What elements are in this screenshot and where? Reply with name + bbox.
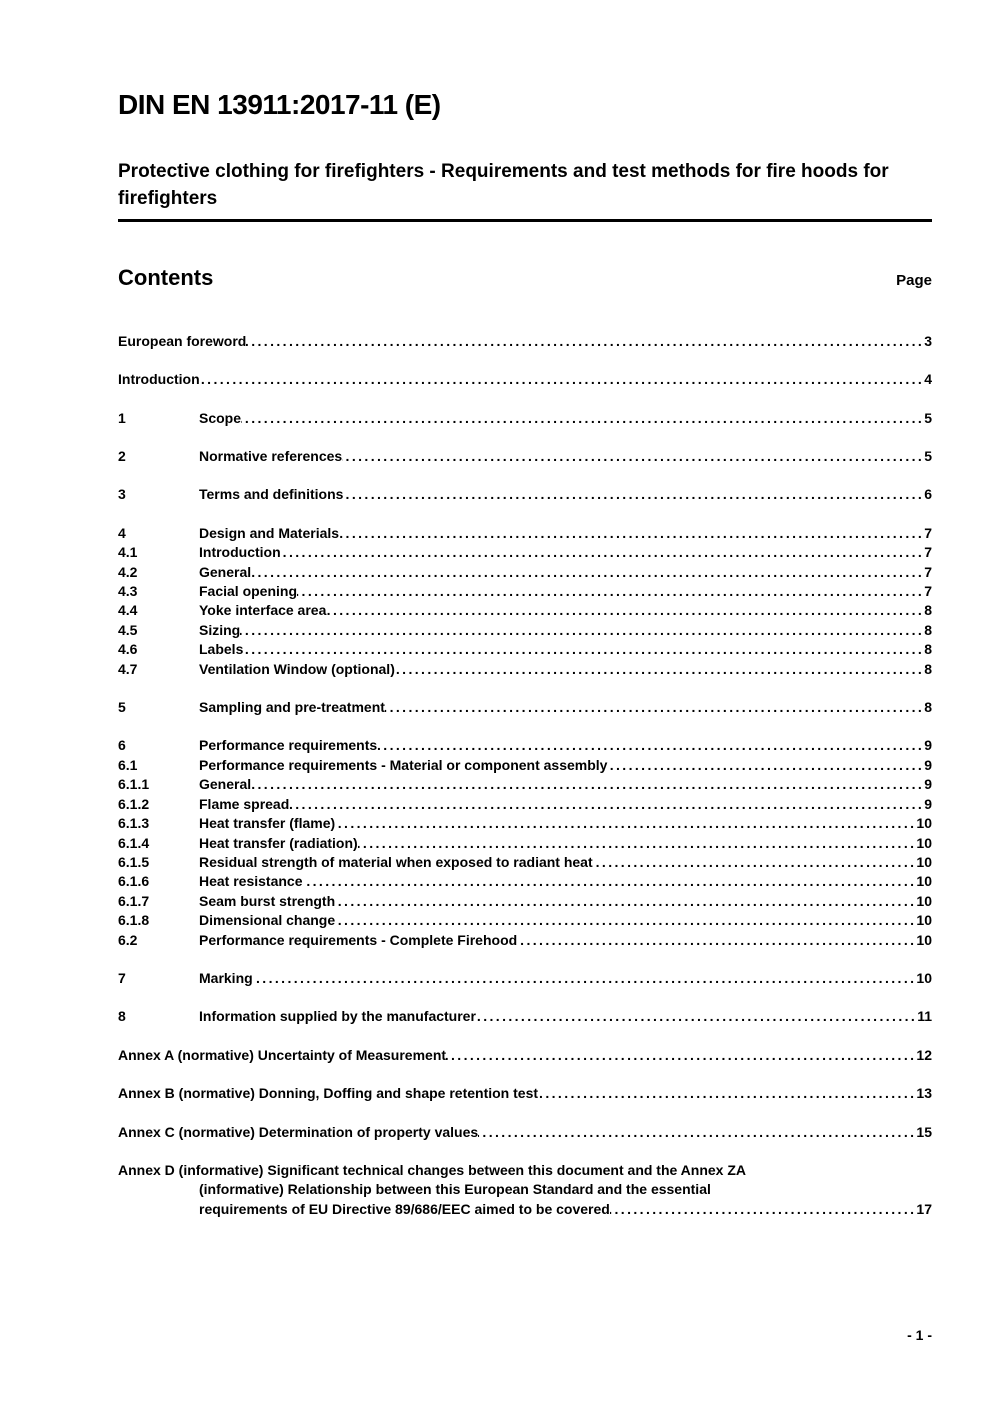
toc-entry [118, 814, 932, 833]
toc-entry-label: Normative references [199, 448, 343, 465]
toc-entry-label: Annex C (normative) Determination of property values [118, 1123, 479, 1140]
dot-leader [607, 756, 924, 775]
toc-entry-label: Facial opening [199, 583, 298, 600]
toc-entry [118, 660, 932, 679]
toc-entry [118, 332, 932, 351]
toc-entry-label: Scope [199, 409, 242, 426]
toc-group [118, 1084, 932, 1103]
toc-entry-page: 6 [924, 486, 932, 503]
toc-entry-number: 6.1.8 [118, 912, 150, 929]
toc-entry-page: 5 [924, 409, 932, 426]
toc-entry [118, 1123, 932, 1142]
contents-heading: Contents [118, 264, 214, 290]
toc-entry-label: Annex D (informative) Significant technical changes between this document and the Annex ZA [118, 1161, 747, 1178]
dot-leader [246, 332, 924, 351]
dot-leader [251, 563, 924, 582]
toc-group [118, 524, 932, 679]
toc-entry-number: 4.6 [118, 641, 138, 658]
toc-entry-number: 6.2 [118, 931, 138, 948]
toc-entry-number: 7 [118, 969, 126, 986]
toc-entry-label: Dimensional change [199, 912, 336, 929]
toc-entry-label: Heat resistance [199, 873, 303, 890]
dot-leader [446, 1046, 916, 1065]
toc-entry [118, 524, 932, 543]
toc-entry-label: Heat transfer (radiation) [199, 834, 358, 851]
toc-entry [118, 775, 932, 794]
toc-entry-label: Residual strength of material when exposed to radiant heat [199, 853, 593, 870]
page-number: - 1 - [907, 1327, 932, 1343]
toc-entry-continuation [118, 1200, 932, 1219]
dot-leader [200, 370, 925, 389]
toc-entry-label: (informative) Relationship between this European Standard and the essential [199, 1181, 711, 1198]
toc-entry [118, 834, 932, 853]
table-of-contents [118, 332, 932, 1219]
toc-entry [118, 640, 932, 659]
toc-entry-page: 10 [916, 834, 932, 851]
toc-group [118, 1123, 932, 1142]
toc-entry-page: 5 [924, 448, 932, 465]
toc-entry-label: Introduction [118, 371, 200, 388]
toc-group [118, 698, 932, 717]
toc-group [118, 736, 932, 949]
toc-entry-label: Flame spread [199, 795, 290, 812]
toc-entry-number: 6.1.4 [118, 834, 150, 851]
toc-entry [118, 563, 932, 582]
toc-entry [118, 1084, 932, 1103]
toc-entry [118, 698, 932, 717]
toc-entry [118, 543, 932, 562]
toc-group [118, 447, 932, 466]
toc-entry [118, 601, 932, 620]
toc-entry-page: 8 [924, 699, 932, 716]
toc-entry-page: 13 [916, 1085, 932, 1102]
toc-entry-number: 1 [118, 409, 126, 426]
toc-entry-label: Annex A (normative) Uncertainty of Measurement [118, 1046, 447, 1063]
toc-entry [118, 756, 932, 775]
toc-entry [118, 795, 932, 814]
contents-header [118, 265, 932, 291]
toc-entry-label: Heat transfer (flame) [199, 815, 336, 832]
toc-entry-page: 3 [924, 332, 932, 349]
dot-leader [243, 640, 924, 659]
dot-leader [326, 601, 924, 620]
dot-leader [303, 872, 917, 891]
toc-entry-number: 6.1.2 [118, 795, 150, 812]
toc-entry-number: 4.4 [118, 602, 138, 619]
toc-entry-number: 4.7 [118, 660, 138, 677]
toc-group [118, 332, 932, 351]
toc-entry-page: 10 [916, 853, 932, 870]
toc-entry-number: 3 [118, 486, 126, 503]
toc-entry-page: 7 [924, 563, 932, 580]
toc-entry-label: Marking [199, 969, 253, 986]
toc-entry-page: 17 [916, 1200, 932, 1217]
dot-leader [335, 911, 916, 930]
document-title: DIN EN 13911:2017-11 (E) [118, 89, 441, 120]
toc-entry-label: Introduction [199, 544, 281, 561]
toc-entry-label: Information supplied by the manufacturer [199, 1008, 476, 1025]
dot-leader [251, 775, 924, 794]
dot-leader [385, 698, 924, 717]
toc-entry-number: 6.1 [118, 756, 138, 773]
toc-entry-page: 9 [924, 737, 932, 754]
dot-leader [377, 736, 924, 755]
toc-entry-label: Annex B (normative) Donning, Doffing and shape retention test [118, 1085, 539, 1102]
toc-entry [118, 736, 932, 755]
toc-entry-number: 6.1.7 [118, 892, 150, 909]
toc-entry-number: 2 [118, 448, 126, 465]
toc-entry-page: 7 [924, 524, 932, 541]
toc-entry-label: General [199, 776, 252, 793]
toc-entry [118, 409, 932, 428]
dot-leader [593, 853, 917, 872]
toc-entry-number: 4.2 [118, 563, 138, 580]
dot-leader [517, 931, 916, 950]
dot-leader [343, 485, 924, 504]
toc-entry-label: Ventilation Window (optional) [199, 660, 395, 677]
dot-leader [240, 621, 924, 640]
toc-entry [118, 370, 932, 389]
toc-entry-label: Design and Materials [199, 524, 340, 541]
toc-entry-label: requirements of EU Directive 89/686/EEC aimed to be covered [199, 1200, 610, 1217]
toc-entry [118, 853, 932, 872]
toc-entry [118, 1007, 932, 1026]
dot-leader [342, 447, 924, 466]
toc-entry-page: 9 [924, 776, 932, 793]
toc-group [118, 485, 932, 504]
toc-entry-page: 10 [916, 912, 932, 929]
toc-entry [118, 931, 932, 950]
toc-entry-page: 9 [924, 756, 932, 773]
toc-entry-page: 10 [916, 892, 932, 909]
toc-entry-page: 10 [916, 969, 932, 986]
toc-entry-page: 8 [924, 621, 932, 638]
toc-entry [118, 447, 932, 466]
toc-entry-label: General [199, 563, 252, 580]
dot-leader [395, 660, 924, 679]
toc-entry-number: 6.1.1 [118, 776, 150, 793]
dot-leader [538, 1084, 916, 1103]
toc-entry [118, 621, 932, 640]
toc-entry [118, 911, 932, 930]
toc-entry-continuation [118, 1180, 932, 1199]
dot-leader [335, 892, 916, 911]
toc-entry-page: 10 [916, 931, 932, 948]
dot-leader [476, 1007, 917, 1026]
toc-entry-label: Performance requirements [199, 737, 378, 754]
toc-entry-number: 8 [118, 1008, 126, 1025]
toc-group [118, 969, 932, 988]
toc-entry-page: 15 [916, 1123, 932, 1140]
toc-group [118, 370, 932, 389]
toc-entry-page: 7 [924, 583, 932, 600]
toc-entry [118, 892, 932, 911]
document-subtitle: Protective clothing for firefighters - Requirements and test methods for fire hoods for firefighters [118, 158, 932, 222]
toc-entry-number: 6.1.3 [118, 815, 150, 832]
toc-entry-page: 4 [924, 371, 932, 388]
toc-entry [118, 872, 932, 891]
toc-entry-number: 6.1.6 [118, 873, 150, 890]
toc-entry-label: Performance requirements - Material or component assembly [199, 756, 608, 773]
toc-entry-label: Sizing [199, 621, 241, 638]
toc-entry-label: Sampling and pre-treatment [199, 699, 385, 716]
toc-group [118, 1046, 932, 1065]
toc-entry-page: 11 [917, 1008, 932, 1025]
page-column-label: Page [896, 271, 932, 289]
toc-entry [118, 969, 932, 988]
dot-leader [241, 409, 924, 428]
dot-leader [289, 795, 924, 814]
dot-leader [358, 834, 917, 853]
toc-entry [118, 582, 932, 601]
toc-entry-number: 6.1.5 [118, 853, 150, 870]
dot-leader [297, 582, 924, 601]
toc-entry [118, 485, 932, 504]
toc-entry-page: 9 [924, 795, 932, 812]
toc-entry-number: 4.1 [118, 544, 138, 561]
toc-entry-number: 6 [118, 737, 126, 754]
toc-entry [118, 1161, 932, 1180]
dot-leader [610, 1200, 917, 1219]
toc-entry-page: 8 [924, 641, 932, 658]
toc-entry-page: 8 [924, 660, 932, 677]
toc-entry-label: Seam burst strength [199, 892, 336, 909]
toc-entry-page: 7 [924, 544, 932, 561]
toc-entry-page: 10 [916, 873, 932, 890]
toc-entry-page: 10 [916, 815, 932, 832]
toc-entry-page: 8 [924, 602, 932, 619]
toc-entry-page: 12 [916, 1046, 932, 1063]
toc-entry-number: 4.5 [118, 621, 138, 638]
toc-entry [118, 1046, 932, 1065]
dot-leader [281, 543, 925, 562]
toc-group [118, 1007, 932, 1026]
toc-entry-label: Labels [199, 641, 244, 658]
dot-leader [253, 969, 917, 988]
dot-leader [478, 1123, 916, 1142]
toc-group [118, 409, 932, 428]
toc-group [118, 1161, 932, 1219]
dot-leader [335, 814, 916, 833]
toc-entry-label: Yoke interface area [199, 602, 327, 619]
toc-entry-number: 4.3 [118, 583, 138, 600]
dot-leader [339, 524, 924, 543]
toc-entry-label: Performance requirements - Complete Firehood [199, 931, 518, 948]
toc-entry-number: 5 [118, 699, 126, 716]
toc-entry-label: European foreword [118, 332, 247, 349]
toc-entry-label: Terms and definitions [199, 486, 344, 503]
toc-entry-number: 4 [118, 524, 126, 541]
